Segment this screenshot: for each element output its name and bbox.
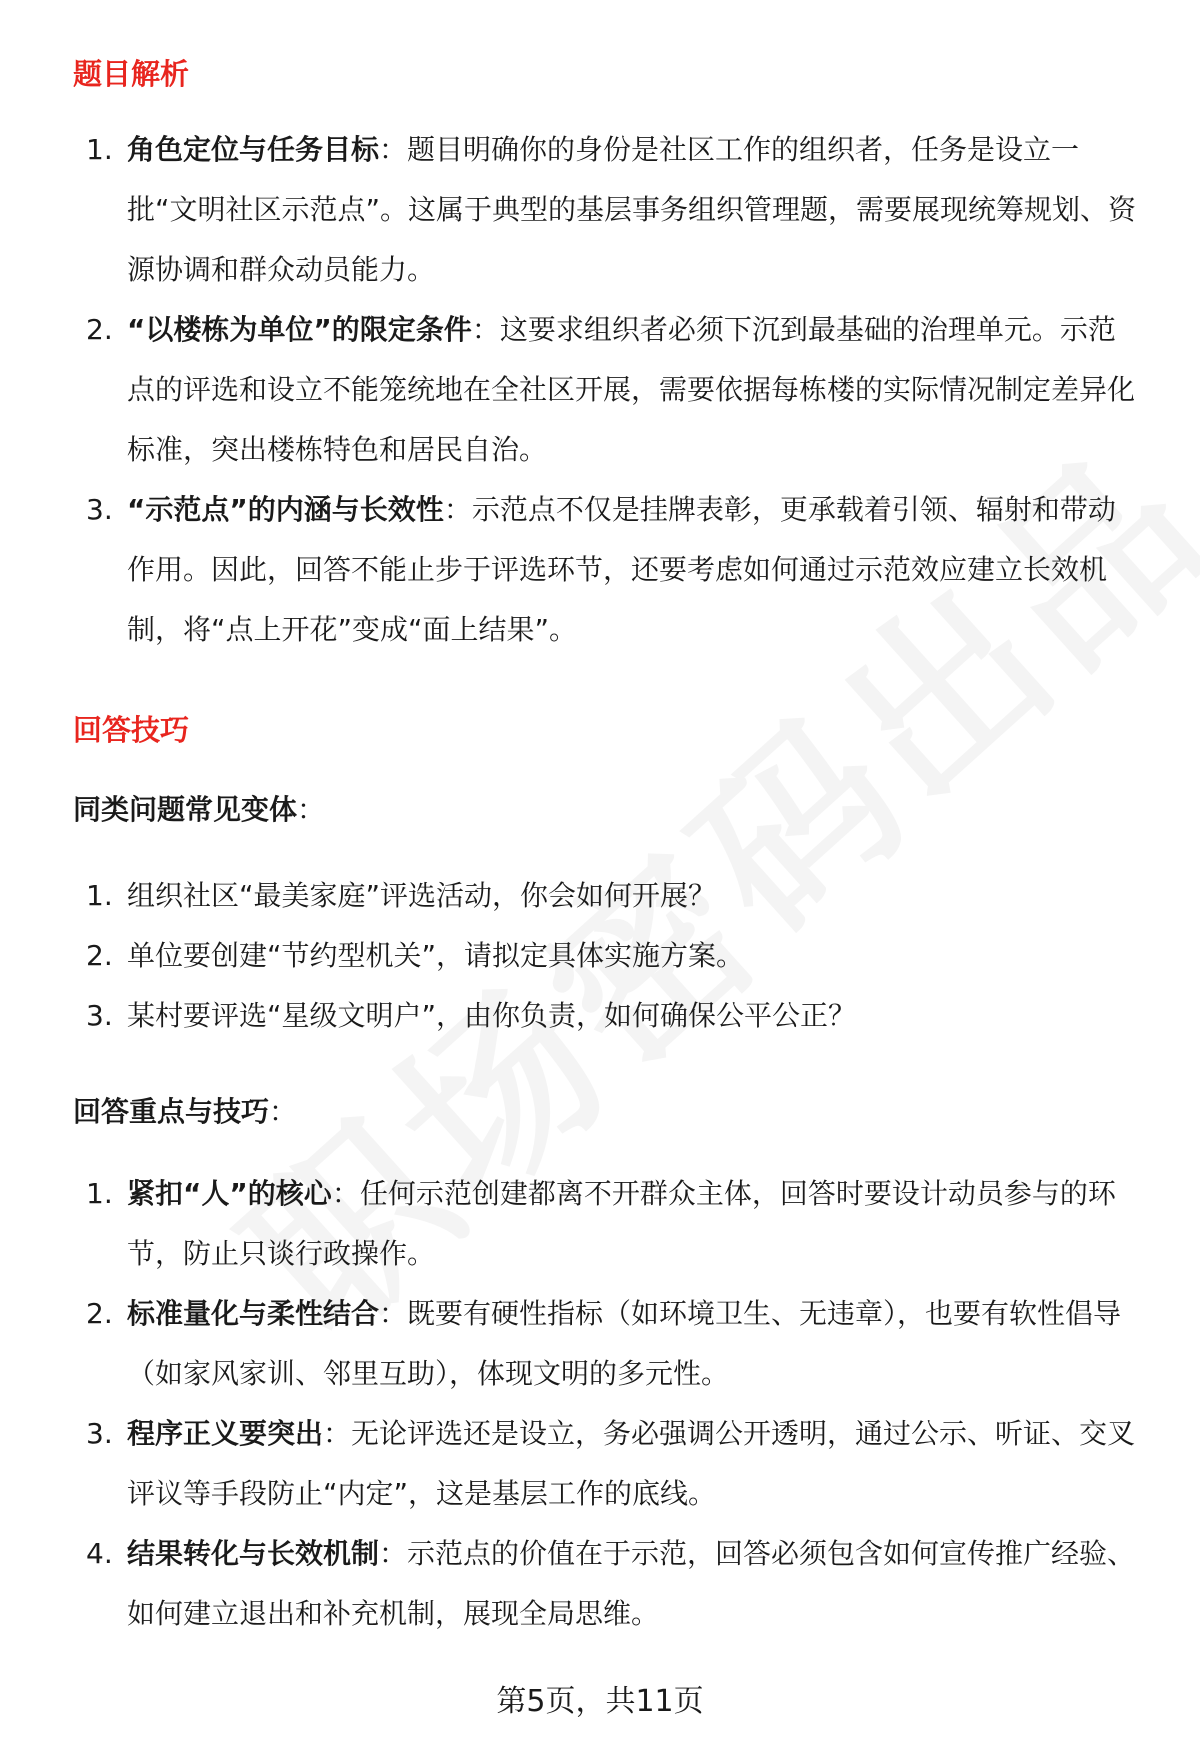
item-text: 某村要评选“星级文明户”，由你负责，如何确保公平公正？: [127, 999, 857, 1032]
item-text: ：示范点不仅是挂牌表彰，更承载着引领、辐射和带动作用。因此，回答不能止步于评选环节，还要考虑如何通过示范效应建立长效机制，将“点上开花”变成“面上结果”。: [127, 493, 1116, 646]
item-heading: 标准量化与柔性结合: [127, 1297, 380, 1330]
analysis-list: [73, 120, 1143, 660]
item-heading: 紧扣“人”的核心: [127, 1177, 332, 1210]
subtitle-colon: ：: [269, 1095, 298, 1128]
list-item: [73, 480, 1143, 660]
list-number: 3.: [86, 493, 113, 526]
list-item: [73, 1164, 1143, 1284]
list-number: 3.: [86, 1417, 113, 1450]
list-number: 1.: [86, 879, 113, 912]
item-text: 单位要创建“节约型机关”，请拟定具体实施方案。: [127, 939, 745, 972]
item-text: ：题目明确你的身份是社区工作的组织者，任务是设立一批“文明社区示范点”。这属于典型的基层事务组织管理题，需要展现统筹规划、资源协调和群众动员能力。: [127, 133, 1137, 286]
subtitle-colon: ：: [297, 793, 326, 826]
list-item: [73, 300, 1143, 480]
list-number: 1.: [86, 1177, 113, 1210]
list-number: 4.: [86, 1537, 113, 1570]
list-item: [73, 1284, 1143, 1404]
section-title-tips: 回答技巧: [73, 713, 190, 747]
item-heading: “示范点”的内涵与长效性: [127, 493, 444, 526]
list-item: [73, 1524, 1143, 1644]
subtitle-variants: [73, 788, 325, 828]
item-heading: 角色定位与任务目标: [127, 133, 380, 166]
list-item: [73, 986, 1143, 1046]
list-number: 3.: [86, 999, 113, 1032]
list-number: 2.: [86, 1297, 113, 1330]
item-heading: 结果转化与长效机制: [127, 1537, 380, 1570]
section-title-analysis: 题目解析: [73, 57, 190, 91]
list-item: [73, 866, 1143, 926]
item-text: ：任何示范创建都离不开群众主体，回答时要设计动员参与的环节，防止只谈行政操作。: [127, 1177, 1116, 1270]
list-item: [73, 926, 1143, 986]
page-footer: 第5页，共11页: [496, 1684, 704, 1719]
keypoints-list: [73, 1164, 1143, 1644]
item-heading: 程序正义要突出: [127, 1417, 324, 1450]
list-item: [73, 1404, 1143, 1524]
item-text: ：无论评选还是设立，务必强调公开透明，通过公示、听证、交叉评议等手段防止“内定”，这是基层工作的底线。: [127, 1417, 1136, 1510]
item-text: ：这要求组织者必须下沉到最基础的治理单元。示范点的评选和设立不能笼统地在全社区开展，需要依据每栋楼的实际情况制定差异化标准，突出楼栋特色和居民自治。: [127, 313, 1136, 466]
subtitle-text: 回答重点与技巧: [73, 1095, 270, 1128]
subtitle-keypoints: [73, 1090, 297, 1130]
list-number: 2.: [86, 313, 113, 346]
variants-list: [73, 866, 1143, 1046]
subtitle-text: 同类问题常见变体: [73, 793, 298, 826]
item-text: ：示范点的价值在于示范，回答必须包含如何宣传推广经验、如何建立退出和补充机制，展现全局思维。: [127, 1537, 1136, 1630]
list-number: 2.: [86, 939, 113, 972]
item-text: ：既要有硬性指标（如环境卫生、无违章），也要有软性倡导（如家风家训、邻里互助），体现文明的多元性。: [127, 1297, 1122, 1390]
list-number: 1.: [86, 133, 113, 166]
item-text: 组织社区“最美家庭”评选活动，你会如何开展？: [127, 879, 717, 912]
list-item: [73, 120, 1143, 300]
item-heading: “以楼栋为单位”的限定条件: [127, 313, 472, 346]
